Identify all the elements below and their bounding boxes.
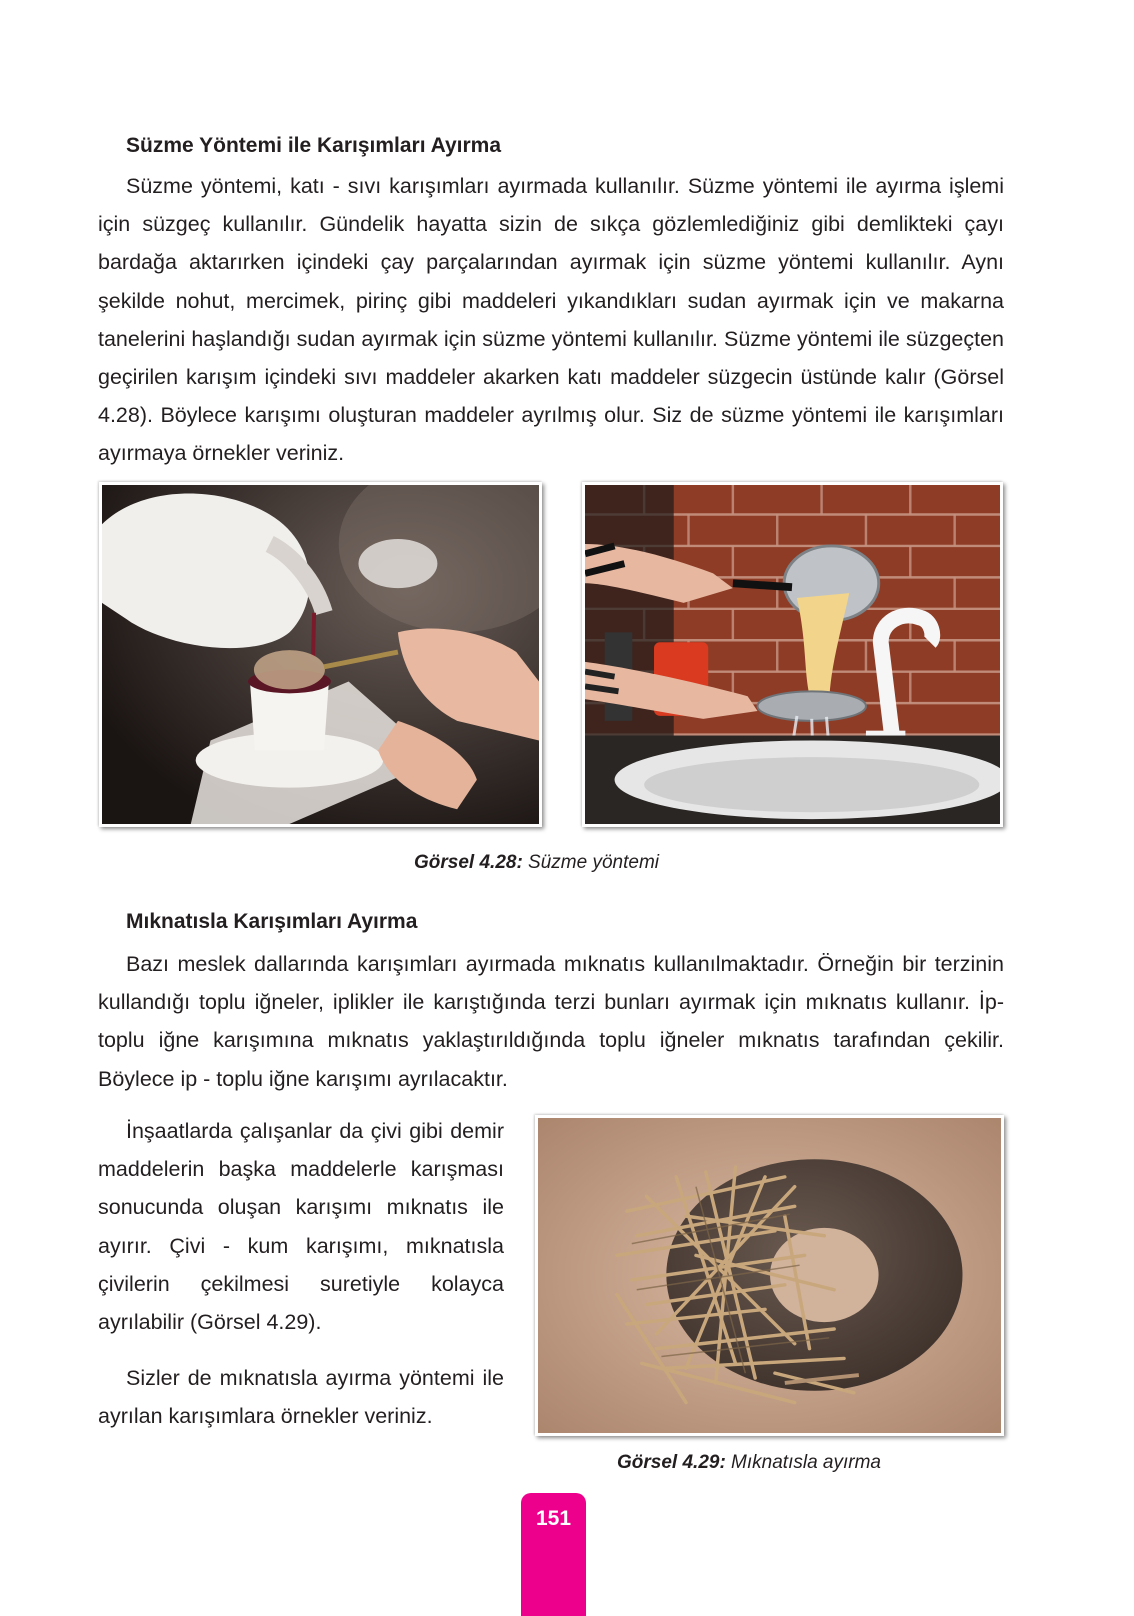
pasta-colander-photo — [582, 482, 1003, 827]
section1-paragraph — [98, 167, 1004, 473]
section2-heading: Mıknatısla Karışımları Ayırma — [126, 910, 418, 933]
figure2-caption-label: Görsel 4.29: — [617, 1452, 726, 1473]
section1-heading: Süzme Yöntemi ile Karışımları Ayırma — [126, 134, 502, 157]
section2-paragraph3-text: Sizler de mıknatısla ayırma yöntemi ile ayrılan karışımlara örnekler veriniz. — [98, 1366, 504, 1429]
page-number-tab — [521, 1493, 586, 1616]
figure1-caption — [414, 852, 659, 874]
section1-paragraph-text: Süzme yöntemi, katı - sıvı karışımları ayırmada kullanılır. Süzme yöntemi ile ayırma işlemi için süzgeç kullanılır. Gündelik hayatta sizin de sıkça gözlemlediğiniz gibi demlikteki çayı bardağa aktarırken içindeki çay parçalarından ayırmak için süzme yöntemi kullanılır. Aynı şekilde nohut, mercimek, pirinç gibi maddeleri yıkandıkları sudan ayırmak için ve makarna tanelerini haşlandığı sudan ayırmak için süzme yöntemi kullanılır. Süzme yöntemi ile süzgeçten geçirilen karışım içindeki sıvı maddeler akarken katı maddeler süzgecin üstünde kalır (Görsel 4.28). Böylece karışımı oluşturan maddeler ayrılmış olur. Siz de süzme yöntemi ile karışımları ayırmaya örnekler veriniz. — [98, 174, 1004, 466]
page-number: 151 — [535, 1507, 572, 1530]
figure1-caption-text: Süzme yöntemi — [522, 852, 660, 873]
section2-paragraph2-text: İnşaatlarda çalışanlar da çivi gibi demir maddelerin başka maddelerle karışması sonucunda oluşan karışımı mıknatıs ile ayırır. Çivi - kum karışımı, mıknatısla çivilerin çekilmesi suretiyle kolayca ayrılabilir (Görsel 4.29). — [98, 1119, 504, 1335]
section2-paragraph-text: Bazı meslek dallarında karışımları ayırmada mıknatıs kullanılmaktadır. Örneğin bir terzinin kullandığı toplu iğneler, iplikler ile karıştığında terzi bunları ayırmak için mıknatıs kullanır. İp-toplu iğne karışımına mıknatıs yaklaştırıldığında toplu iğneler mıknatıs tarafından çekilir. Böylece ip - toplu iğne karışımı ayrılacaktır. — [98, 952, 1004, 1091]
section2-paragraph — [98, 945, 1004, 1098]
tea-strainer-photo — [99, 482, 542, 827]
section2-paragraph2 — [98, 1112, 504, 1341]
section2-paragraph3 — [98, 1359, 504, 1435]
nails-magnet-photo — [535, 1115, 1004, 1436]
figure1-caption-label: Görsel 4.28: — [414, 852, 523, 873]
figure2-caption-text: Mıknatısla ayırma — [725, 1452, 881, 1473]
figure2-caption — [617, 1452, 881, 1474]
